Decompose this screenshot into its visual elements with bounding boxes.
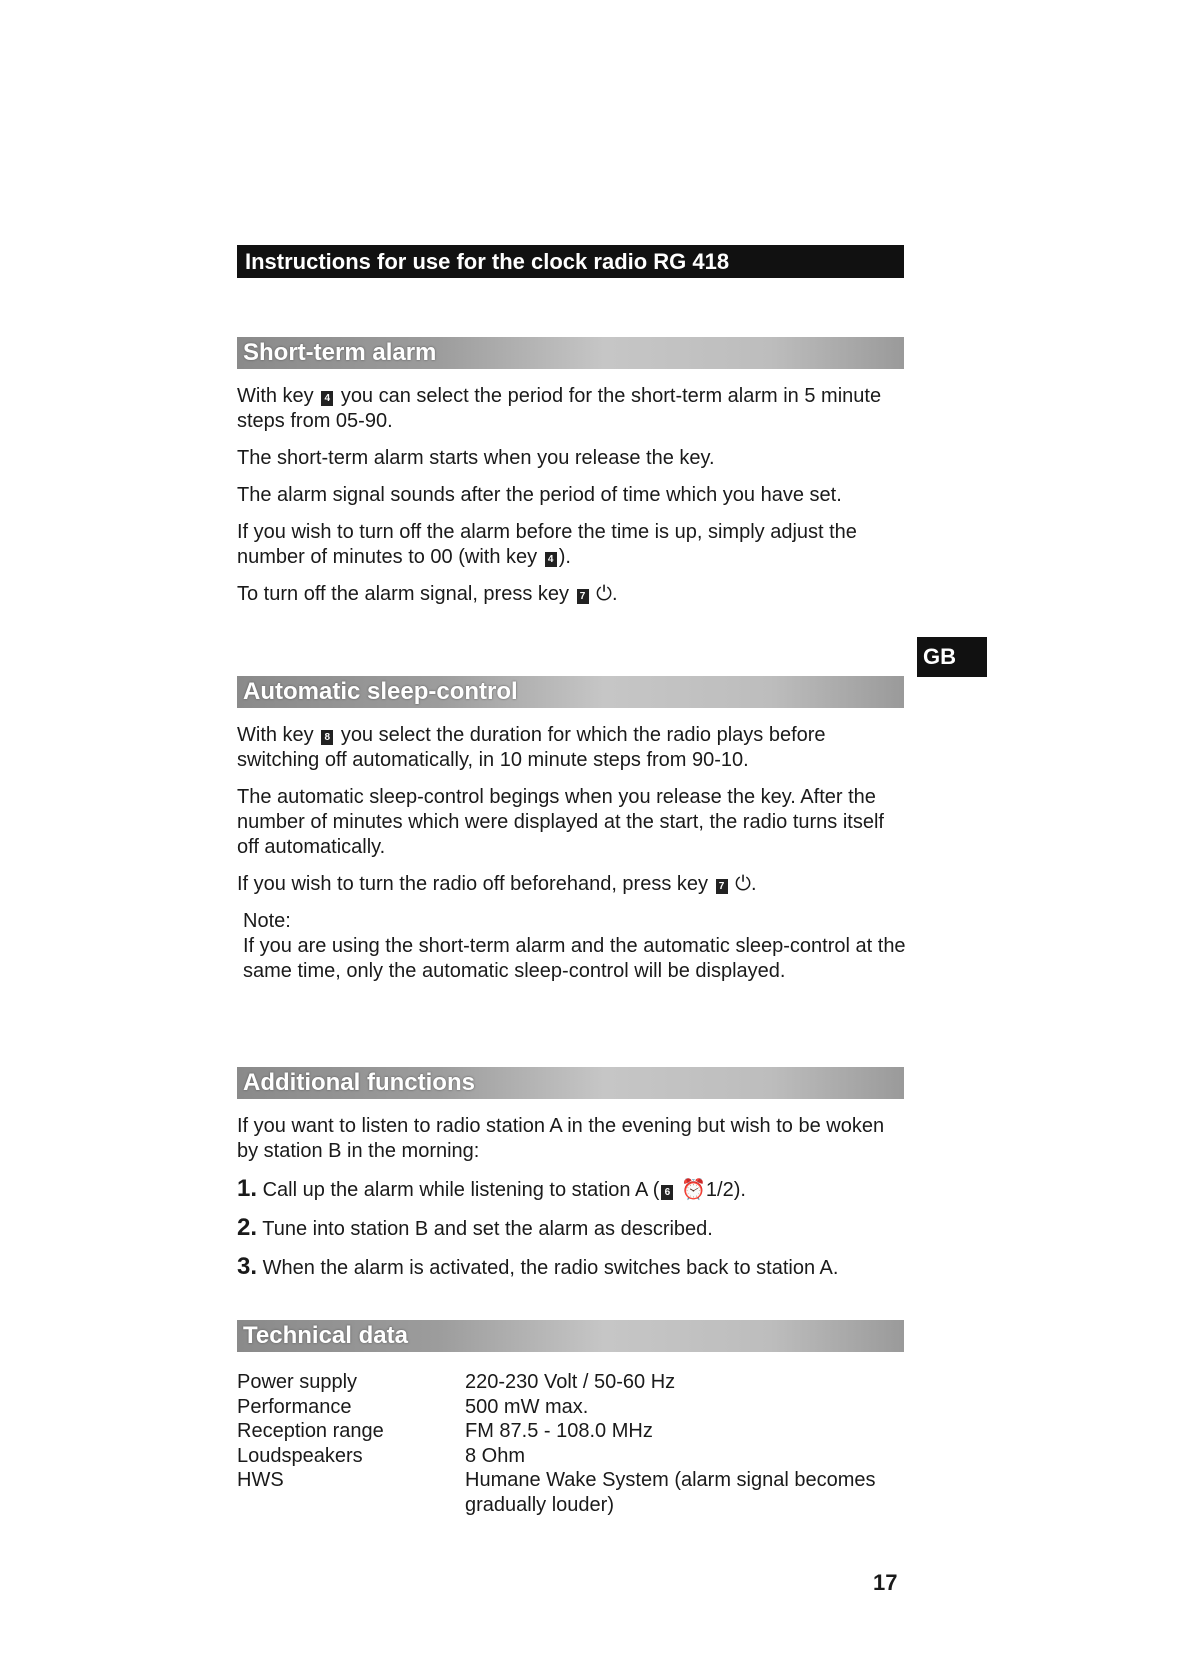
list-item [237,1254,907,1281]
sleep-paragraph-1 [237,723,907,773]
key-4-icon: 4 [545,552,557,567]
spec-label: Power supply [237,1371,358,1393]
note-text: If you are using the short-term alarm and the automatic sleep-control at the same time, only the automatic sleep-control will be displayed. [243,935,906,982]
power-symbol-text: ⏻. [735,873,757,895]
spec-label: Performance [237,1395,352,1418]
power-symbol-text: ⏻. [596,583,618,605]
text-segment: If you wish to turn off the alarm before the time is up, simply adjust the number of minutes to 00 (with key [237,521,857,568]
short-term-paragraph-2: The short-term alarm starts when you release the key. [237,447,715,469]
section-heading-sleep-control: Automatic sleep-control [237,676,904,708]
key-8-icon: 8 [321,730,333,745]
spec-value: 8 Ohm [465,1444,526,1467]
text-segment: With key [237,385,314,407]
text-segment: When the alarm is activated, the radio switches back to station A. [262,1257,839,1279]
spec-value: Humane Wake System (alarm signal becomes gradually louder) [465,1469,876,1516]
page-title: Instructions for use for the clock radio RG 418 [237,245,904,278]
text-segment: Tune into station B and set the alarm as described. [262,1218,713,1240]
short-term-paragraph-1 [237,384,907,434]
short-term-paragraph-3: The alarm signal sounds after the period of time which you have set. [237,484,842,506]
key-7-icon: 7 [577,589,589,604]
sleep-paragraph-2: The automatic sleep-control begings when you release the key. After the number of minutes which were displayed at the start, the radio turns itself off automatically. [237,786,884,858]
note-label: Note: [243,910,291,932]
spec-value: FM 87.5 - 108.0 MHz [465,1420,653,1442]
table-row [237,1395,907,1420]
sleep-paragraph-3 [237,872,907,897]
section-heading-additional-functions: Additional functions [237,1067,904,1099]
spec-value: 220-230 Volt / 50-60 Hz [465,1371,676,1393]
step-number: 2. [237,1214,258,1241]
short-term-paragraph-5 [237,582,907,607]
text-segment: To turn off the alarm signal, press key [237,583,570,605]
step-number: 1. [237,1175,258,1202]
list-item [237,1215,907,1242]
text-segment: Call up the alarm while listening to station A ( [262,1179,660,1201]
text-segment: ). [558,546,571,568]
alarm-clock-text: ⏰1/2). [681,1179,746,1201]
note-block [237,909,907,984]
text-segment: If you wish to turn the radio off beforehand, press key [237,873,709,895]
additional-intro: If you want to listen to radio station A in the evening but wish to be woken by station B in the morning: [237,1115,885,1162]
spec-label: Loudspeakers [237,1444,363,1467]
table-row [237,1468,907,1517]
spec-label: HWS [237,1469,284,1491]
table-row [237,1370,907,1395]
text-segment: you select the duration for which the radio plays before switching off automatically, in 10 minute steps from 90-10. [237,724,826,771]
key-6-icon: 6 [661,1185,673,1200]
section-heading-short-term-alarm: Short-term alarm [237,337,904,369]
key-4-icon: 4 [321,391,333,406]
sleep-control-body [237,723,907,984]
table-row [237,1419,907,1444]
section-heading-technical-data: Technical data [237,1320,904,1352]
key-7-icon: 7 [716,879,728,894]
short-term-alarm-body [237,384,907,619]
table-row [237,1444,907,1469]
technical-data-table [237,1370,907,1517]
short-term-paragraph-4 [237,520,907,570]
text-segment: you can select the period for the short-term alarm in 5 minute steps from 05-90. [237,385,882,432]
spec-value: 500 mW max. [465,1395,589,1418]
text-segment: With key [237,724,314,746]
list-item [237,1176,907,1203]
language-tab-gb: GB [917,637,987,677]
step-number: 3. [237,1253,258,1280]
spec-label: Reception range [237,1420,384,1442]
page-number: 17 [873,1570,898,1595]
additional-functions-body [237,1114,907,1293]
